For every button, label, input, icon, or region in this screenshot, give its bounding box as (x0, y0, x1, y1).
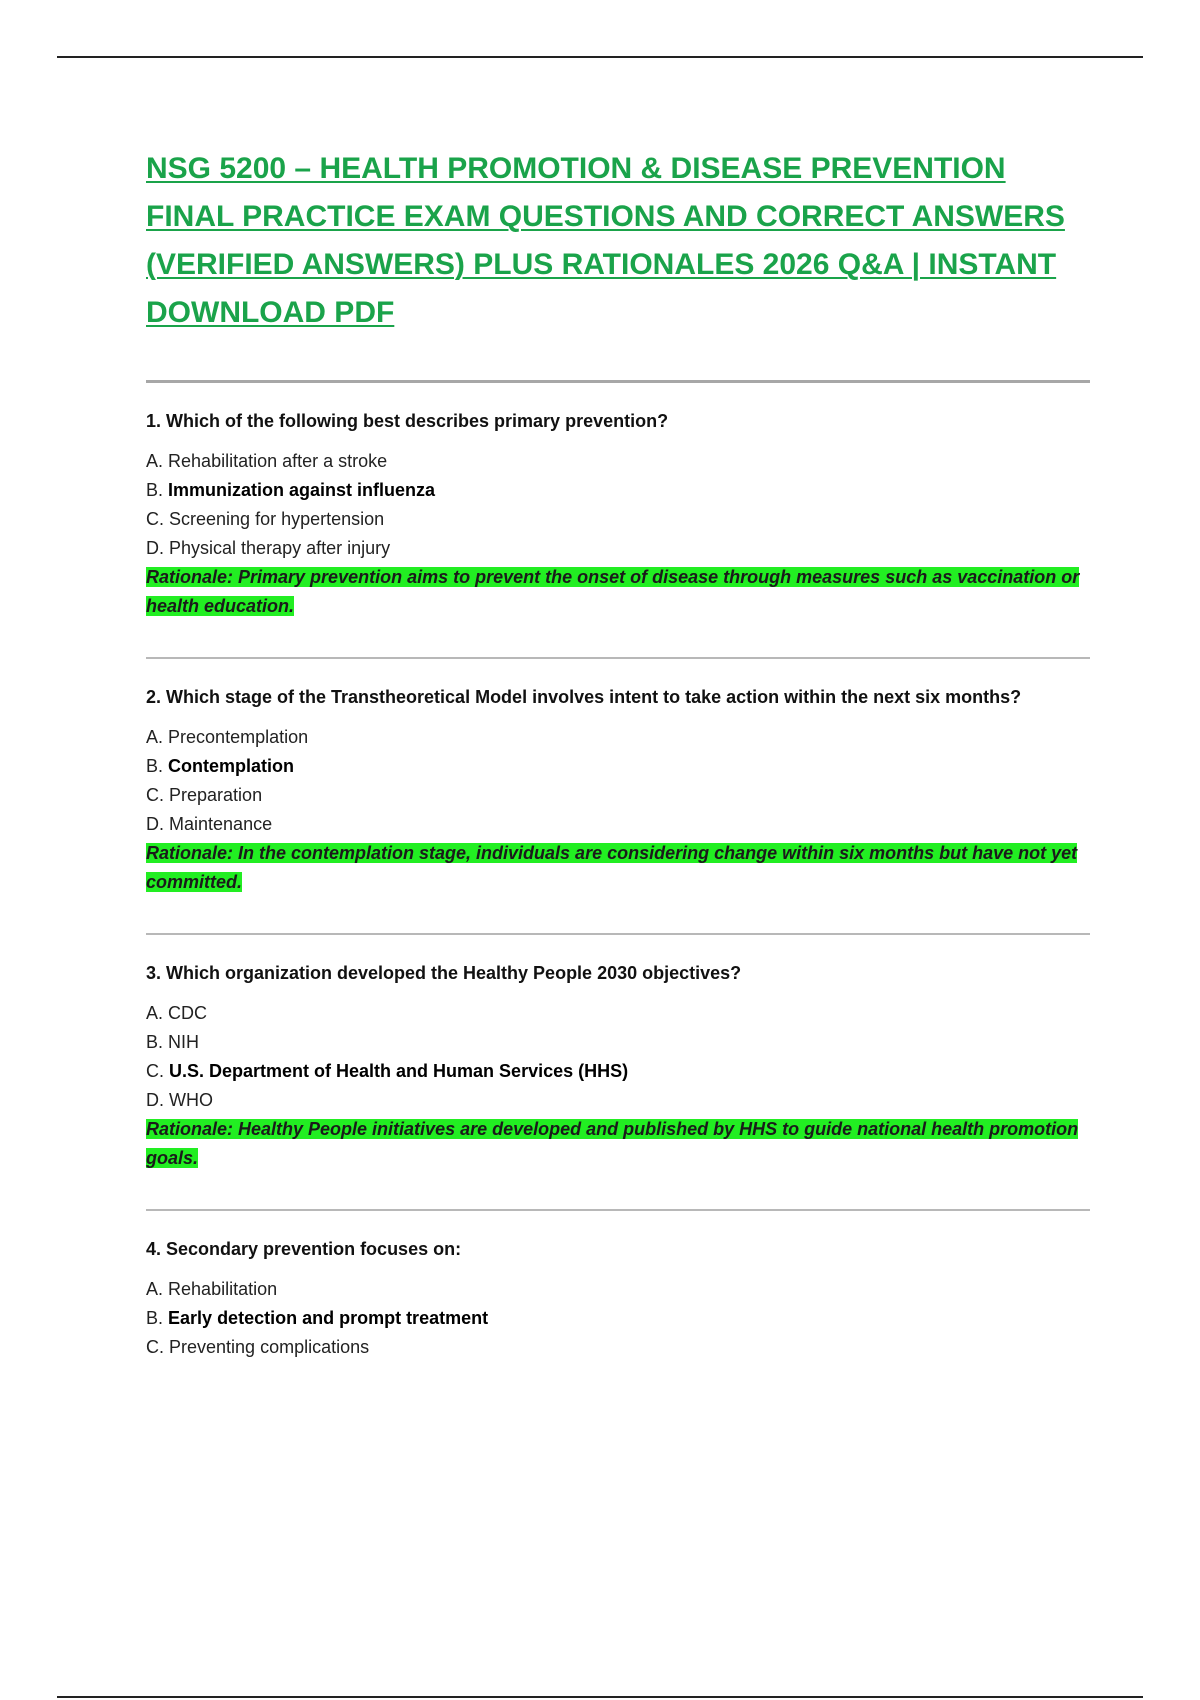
option-letter: D. (146, 1090, 164, 1110)
correct-answer: Contemplation (168, 756, 295, 776)
question-list (146, 380, 1090, 1362)
section-divider (146, 380, 1090, 383)
option-text: NIH (168, 1032, 200, 1052)
correct-answer: Early detection and prompt treatment (168, 1308, 489, 1328)
answer-option (146, 1086, 1090, 1115)
question-text: 1. Which of the following best describes primary prevention? (146, 411, 669, 431)
rationale-text: Rationale: Healthy People initiatives are developed and published by HHS to guide national health promotion goals. (146, 1119, 1079, 1168)
question-block (146, 1234, 1090, 1362)
option-letter: A. (146, 1003, 164, 1023)
answer-option (146, 447, 1090, 476)
question-text: 4. Secondary prevention focuses on: (146, 1239, 462, 1259)
answer-option (146, 1057, 1090, 1086)
answer-option (146, 1333, 1090, 1362)
section-divider (146, 1209, 1090, 1211)
answer-option (146, 723, 1090, 752)
option-letter: D. (146, 814, 164, 834)
answer-options (146, 999, 1090, 1115)
question-block (146, 958, 1090, 1173)
header-rule (57, 56, 1143, 58)
section-divider (146, 933, 1090, 935)
question-block (146, 406, 1090, 621)
rationale (146, 563, 1090, 621)
answer-option (146, 1304, 1090, 1333)
option-text: Screening for hypertension (169, 509, 385, 529)
correct-answer: Immunization against influenza (168, 480, 436, 500)
section-divider (146, 657, 1090, 659)
answer-option (146, 1028, 1090, 1057)
rationale-text: Rationale: In the contemplation stage, individuals are considering change within six months but have not yet committed. (146, 843, 1078, 892)
answer-option (146, 534, 1090, 563)
option-letter: A. (146, 451, 164, 471)
correct-answer: U.S. Department of Health and Human Services (HHS) (169, 1061, 629, 1081)
answer-option (146, 781, 1090, 810)
option-text: Precontemplation (168, 727, 309, 747)
option-text: WHO (169, 1090, 214, 1110)
answer-options (146, 723, 1090, 839)
option-letter: C. (146, 785, 164, 805)
rationale (146, 839, 1090, 897)
option-letter: A. (146, 1279, 164, 1299)
option-text: Rehabilitation after a stroke (168, 451, 388, 471)
option-text: CDC (168, 1003, 208, 1023)
option-letter: D. (146, 538, 164, 558)
option-letter: A. (146, 727, 164, 747)
answer-option (146, 999, 1090, 1028)
option-letter: B. (146, 480, 164, 500)
option-letter: C. (146, 509, 164, 529)
answer-option (146, 810, 1090, 839)
option-letter: C. (146, 1061, 164, 1081)
option-text: Preparation (169, 785, 263, 805)
option-letter: B. (146, 756, 164, 776)
option-letter: B. (146, 1032, 164, 1052)
rationale-text: Rationale: Primary prevention aims to prevent the onset of disease through measures such as vaccination or health education. (146, 567, 1080, 616)
option-text: Rehabilitation (168, 1279, 278, 1299)
document-body (146, 145, 1090, 1362)
option-letter: B. (146, 1308, 164, 1328)
answer-options (146, 447, 1090, 563)
question-text: 3. Which organization developed the Healthy People 2030 objectives? (146, 963, 742, 983)
question-text: 2. Which stage of the Transtheoretical Model involves intent to take action within the next six months? (146, 687, 1022, 707)
answer-option (146, 1275, 1090, 1304)
option-text: Physical therapy after injury (169, 538, 391, 558)
question-block (146, 682, 1090, 897)
answer-option (146, 476, 1090, 505)
rationale (146, 1115, 1090, 1173)
footer-rule (57, 1696, 1143, 1698)
document-title: NSG 5200 – HEALTH PROMOTION & DISEASE PREVENTION FINAL PRACTICE EXAM QUESTIONS AND CORRECT ANSWERS (VERIFIED ANSWERS) PLUS RATIONALES 2026 Q&A | INSTANT DOWNLOAD PDF (146, 152, 1065, 329)
answer-option (146, 505, 1090, 534)
option-text: Maintenance (169, 814, 273, 834)
answer-option (146, 752, 1090, 781)
answer-options (146, 1275, 1090, 1362)
option-text: Preventing complications (169, 1337, 370, 1357)
option-letter: C. (146, 1337, 164, 1357)
